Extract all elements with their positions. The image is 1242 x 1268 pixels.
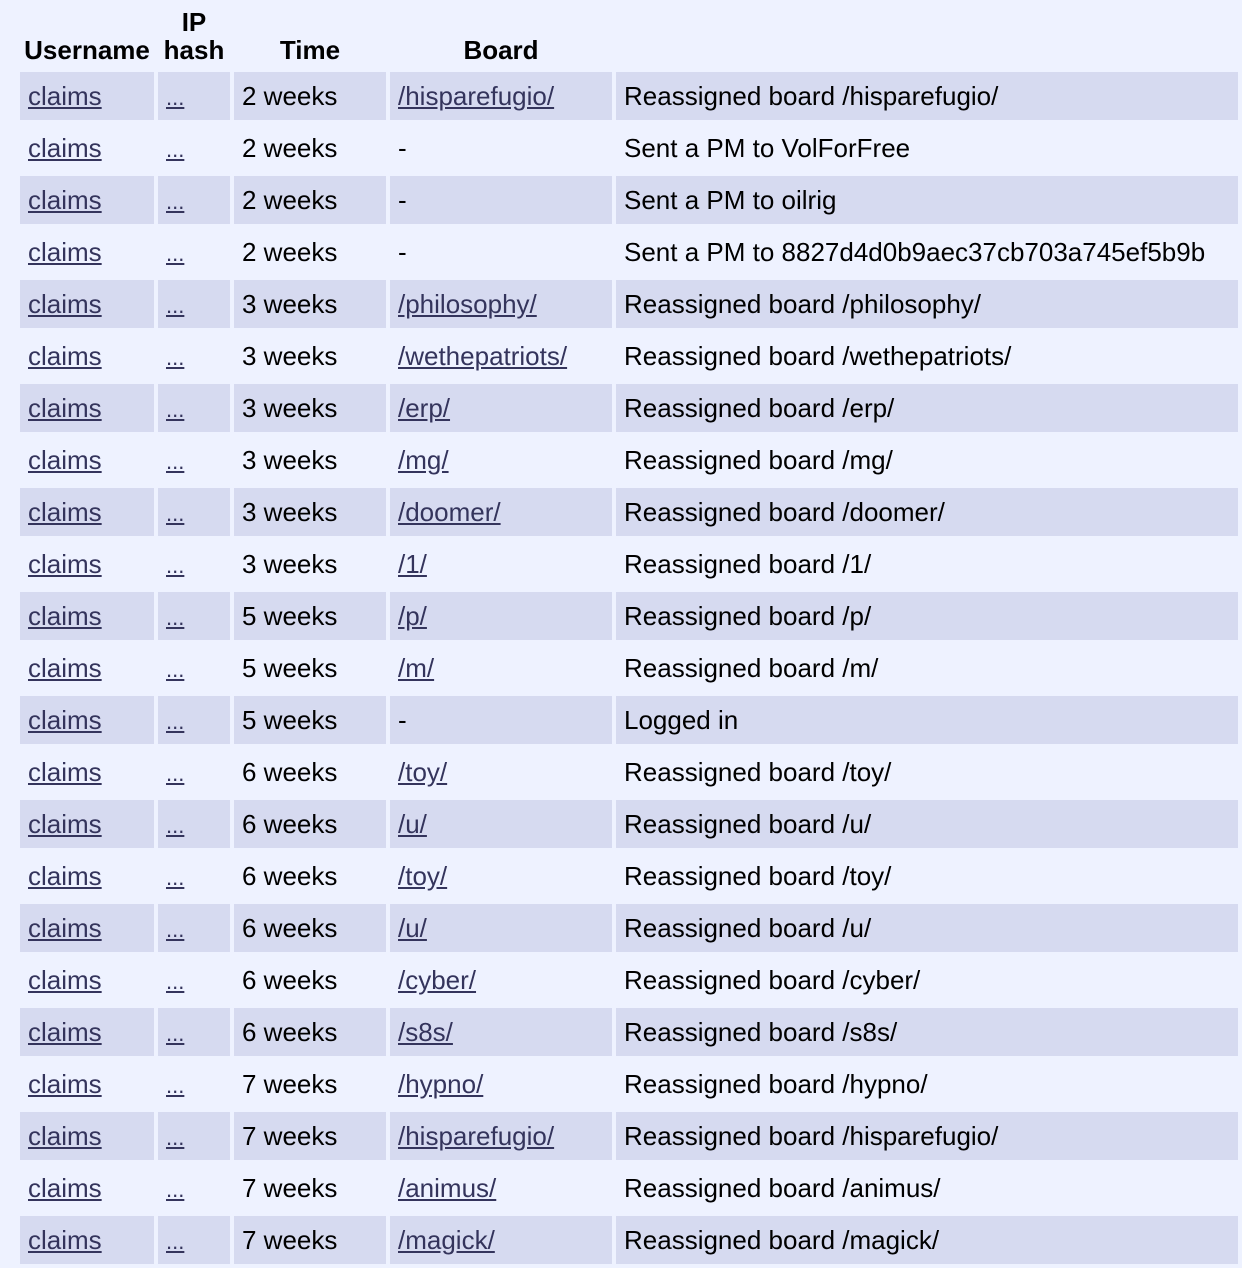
ip-hash-link[interactable]: ...	[166, 760, 185, 786]
board-cell	[390, 1060, 612, 1108]
username-cell	[20, 1060, 154, 1108]
ip-hash-link[interactable]: ...	[166, 84, 185, 110]
username-link[interactable]: claims	[28, 808, 102, 839]
board-link[interactable]: /erp/	[398, 392, 451, 423]
username-cell	[20, 904, 154, 952]
ip-hash-cell	[158, 384, 230, 432]
board-link[interactable]: /wethepatriots/	[398, 340, 568, 371]
username-link[interactable]: claims	[28, 704, 102, 735]
time-cell: 6 weeks	[234, 800, 386, 848]
username-link[interactable]: claims	[28, 340, 102, 371]
ip-hash-link[interactable]: ...	[166, 968, 185, 994]
username-link[interactable]: claims	[28, 184, 102, 215]
board-cell	[390, 280, 612, 328]
header-username: Username	[24, 35, 150, 65]
table-row	[20, 904, 1238, 952]
username-link[interactable]: claims	[28, 444, 102, 475]
ip-hash-cell	[158, 696, 230, 744]
board-none: -	[398, 184, 407, 215]
action-cell: Reassigned board /philosophy/	[616, 280, 1238, 328]
username-link[interactable]: claims	[28, 1224, 102, 1255]
username-cell	[20, 124, 154, 172]
time-cell: 6 weeks	[234, 748, 386, 796]
action-cell: Reassigned board /cyber/	[616, 956, 1238, 1004]
ip-hash-link[interactable]: ...	[166, 1176, 185, 1202]
time-cell: 6 weeks	[234, 1008, 386, 1056]
ip-hash-cell	[158, 1008, 230, 1056]
ip-hash-cell	[158, 644, 230, 692]
username-link[interactable]: claims	[28, 80, 102, 111]
board-link[interactable]: /hypno/	[398, 1068, 484, 1099]
ip-hash-link[interactable]: ...	[166, 708, 185, 734]
time-cell: 3 weeks	[234, 384, 386, 432]
username-cell	[20, 1008, 154, 1056]
header-action	[616, 4, 1238, 68]
table-row	[20, 1164, 1238, 1212]
ip-hash-cell	[158, 1216, 230, 1264]
username-link[interactable]: claims	[28, 652, 102, 683]
ip-hash-link[interactable]: ...	[166, 396, 185, 422]
username-cell	[20, 956, 154, 1004]
board-link[interactable]: /u/	[398, 912, 427, 943]
action-cell: Reassigned board /p/	[616, 592, 1238, 640]
username-cell	[20, 644, 154, 692]
board-cell	[390, 748, 612, 796]
time-cell: 3 weeks	[234, 488, 386, 536]
time-cell: 7 weeks	[234, 1216, 386, 1264]
board-cell	[390, 1216, 612, 1264]
action-cell: Reassigned board /animus/	[616, 1164, 1238, 1212]
ip-hash-cell	[158, 228, 230, 276]
username-cell	[20, 592, 154, 640]
username-link[interactable]: claims	[28, 600, 102, 631]
table-row	[20, 644, 1238, 692]
header-board: Board	[463, 35, 539, 65]
username-cell	[20, 540, 154, 588]
ip-hash-link[interactable]: ...	[166, 552, 185, 578]
username-cell	[20, 1112, 154, 1160]
username-link[interactable]: claims	[28, 288, 102, 319]
ip-hash-link[interactable]: ...	[166, 1072, 185, 1098]
username-link[interactable]: claims	[28, 496, 102, 527]
board-link[interactable]: /animus/	[398, 1172, 497, 1203]
username-link[interactable]: claims	[28, 860, 102, 891]
board-link[interactable]: /hisparefugio/	[398, 80, 555, 111]
board-cell	[390, 384, 612, 432]
time-cell: 2 weeks	[234, 176, 386, 224]
board-link[interactable]: /toy/	[398, 756, 448, 787]
board-cell	[390, 228, 612, 276]
ip-hash-link[interactable]: ...	[166, 916, 185, 942]
username-cell	[20, 280, 154, 328]
username-cell	[20, 1164, 154, 1212]
table-row	[20, 384, 1238, 432]
username-link[interactable]: claims	[28, 392, 102, 423]
board-cell	[390, 1008, 612, 1056]
ip-hash-cell	[158, 956, 230, 1004]
ip-hash-cell	[158, 436, 230, 484]
action-cell: Reassigned board /hisparefugio/	[616, 72, 1238, 120]
table-row	[20, 592, 1238, 640]
username-cell	[20, 696, 154, 744]
board-cell	[390, 904, 612, 952]
time-cell: 6 weeks	[234, 852, 386, 900]
username-link[interactable]: claims	[28, 1120, 102, 1151]
table-row	[20, 696, 1238, 744]
header-time: Time	[279, 35, 341, 65]
board-cell	[390, 124, 612, 172]
table-row	[20, 280, 1238, 328]
username-link[interactable]: claims	[28, 548, 102, 579]
action-cell: Sent a PM to 8827d4d0b9aec37cb703a745ef5b9b	[616, 228, 1238, 276]
board-link[interactable]: /cyber/	[398, 964, 477, 995]
time-cell: 6 weeks	[234, 904, 386, 952]
ip-hash-cell	[158, 852, 230, 900]
action-cell: Reassigned board /magick/	[616, 1216, 1238, 1264]
table-row	[20, 800, 1238, 848]
board-cell	[390, 1112, 612, 1160]
action-cell: Reassigned board /wethepatriots/	[616, 332, 1238, 380]
time-cell: 3 weeks	[234, 332, 386, 380]
table-row	[20, 228, 1238, 276]
board-link[interactable]: /mg/	[398, 444, 449, 475]
username-link[interactable]: claims	[28, 1068, 102, 1099]
table-row	[20, 540, 1238, 588]
time-cell: 3 weeks	[234, 540, 386, 588]
modlog-table	[16, 0, 1242, 1268]
board-link[interactable]: /toy/	[398, 860, 448, 891]
ip-hash-link[interactable]: ...	[166, 448, 185, 474]
board-none: -	[398, 236, 407, 267]
table-row	[20, 956, 1238, 1004]
username-cell	[20, 72, 154, 120]
ip-hash-link[interactable]: ...	[166, 240, 185, 266]
time-cell: 2 weeks	[234, 72, 386, 120]
board-cell	[390, 176, 612, 224]
username-cell	[20, 800, 154, 848]
board-link[interactable]: /hisparefugio/	[398, 1120, 555, 1151]
action-cell: Reassigned board /doomer/	[616, 488, 1238, 536]
table-row	[20, 124, 1238, 172]
ip-hash-link[interactable]: ...	[166, 1020, 185, 1046]
ip-hash-cell	[158, 1060, 230, 1108]
board-cell	[390, 488, 612, 536]
username-link[interactable]: claims	[28, 1016, 102, 1047]
action-cell: Reassigned board /hisparefugio/	[616, 1112, 1238, 1160]
ip-hash-cell	[158, 488, 230, 536]
ip-hash-link[interactable]: ...	[166, 136, 185, 162]
board-link[interactable]: /magick/	[398, 1224, 495, 1255]
table-row	[20, 852, 1238, 900]
username-cell	[20, 384, 154, 432]
board-cell	[390, 956, 612, 1004]
board-cell	[390, 72, 612, 120]
action-cell: Reassigned board /1/	[616, 540, 1238, 588]
ip-hash-cell	[158, 1164, 230, 1212]
action-cell: Reassigned board /mg/	[616, 436, 1238, 484]
time-cell: 2 weeks	[234, 124, 386, 172]
username-link[interactable]: claims	[28, 132, 102, 163]
time-cell: 6 weeks	[234, 956, 386, 1004]
username-cell	[20, 852, 154, 900]
ip-hash-link[interactable]: ...	[166, 604, 185, 630]
board-cell	[390, 696, 612, 744]
time-cell: 7 weeks	[234, 1112, 386, 1160]
board-cell	[390, 540, 612, 588]
username-cell	[20, 488, 154, 536]
action-cell: Reassigned board /toy/	[616, 748, 1238, 796]
action-cell: Reassigned board /s8s/	[616, 1008, 1238, 1056]
ip-hash-cell	[158, 280, 230, 328]
time-cell: 5 weeks	[234, 644, 386, 692]
action-cell: Reassigned board /erp/	[616, 384, 1238, 432]
action-cell: Reassigned board /m/	[616, 644, 1238, 692]
table-row	[20, 332, 1238, 380]
username-link[interactable]: claims	[28, 1172, 102, 1203]
username-cell	[20, 332, 154, 380]
ip-hash-cell	[158, 124, 230, 172]
table-row	[20, 72, 1238, 120]
modlog-header	[20, 4, 1238, 68]
table-row	[20, 748, 1238, 796]
action-cell: Logged in	[616, 696, 1238, 744]
ip-hash-link[interactable]: ...	[166, 292, 185, 318]
ip-hash-cell	[158, 540, 230, 588]
username-cell	[20, 1216, 154, 1264]
table-row	[20, 436, 1238, 484]
modlog-body	[20, 72, 1238, 1264]
board-cell	[390, 1164, 612, 1212]
action-cell: Sent a PM to oilrig	[616, 176, 1238, 224]
time-cell: 3 weeks	[234, 436, 386, 484]
ip-hash-link[interactable]: ...	[166, 1124, 185, 1150]
header-ip-hash	[158, 4, 230, 68]
modlog-container	[16, 0, 1242, 1268]
table-row	[20, 176, 1238, 224]
ip-hash-cell	[158, 800, 230, 848]
time-cell: 5 weeks	[234, 592, 386, 640]
action-cell: Reassigned board /hypno/	[616, 1060, 1238, 1108]
board-cell	[390, 436, 612, 484]
ip-hash-link[interactable]: ...	[166, 188, 185, 214]
board-none: -	[398, 704, 407, 735]
username-cell	[20, 436, 154, 484]
ip-hash-cell	[158, 904, 230, 952]
time-cell: 2 weeks	[234, 228, 386, 276]
time-cell: 5 weeks	[234, 696, 386, 744]
ip-hash-cell	[158, 1112, 230, 1160]
board-link[interactable]: /1/	[398, 548, 427, 579]
header-row	[20, 4, 1238, 68]
board-cell	[390, 332, 612, 380]
board-link[interactable]: /doomer/	[398, 496, 501, 527]
ip-hash-cell	[158, 592, 230, 640]
ip-hash-cell	[158, 332, 230, 380]
username-cell	[20, 228, 154, 276]
ip-hash-cell	[158, 176, 230, 224]
action-cell: Sent a PM to VolForFree	[616, 124, 1238, 172]
table-row	[20, 488, 1238, 536]
board-link[interactable]: /philosophy/	[398, 288, 537, 319]
username-cell	[20, 748, 154, 796]
board-link[interactable]: /s8s/	[398, 1016, 453, 1047]
board-cell	[390, 592, 612, 640]
username-cell	[20, 176, 154, 224]
ip-hash-cell	[158, 748, 230, 796]
board-link[interactable]: /p/	[398, 600, 427, 631]
table-row	[20, 1112, 1238, 1160]
board-cell	[390, 800, 612, 848]
board-link[interactable]: /m/	[398, 652, 435, 683]
time-cell: 3 weeks	[234, 280, 386, 328]
ip-hash-link[interactable]: ...	[166, 1228, 185, 1254]
username-link[interactable]: claims	[28, 236, 102, 267]
table-row	[20, 1060, 1238, 1108]
header-ip-hash-label: IP hash	[163, 7, 225, 65]
time-cell: 7 weeks	[234, 1060, 386, 1108]
board-cell	[390, 644, 612, 692]
username-link[interactable]: claims	[28, 912, 102, 943]
username-link[interactable]: claims	[28, 964, 102, 995]
board-cell	[390, 852, 612, 900]
table-row	[20, 1216, 1238, 1264]
action-cell: Reassigned board /u/	[616, 904, 1238, 952]
ip-hash-link[interactable]: ...	[166, 500, 185, 526]
ip-hash-link[interactable]: ...	[166, 656, 185, 682]
ip-hash-link[interactable]: ...	[166, 344, 185, 370]
ip-hash-link[interactable]: ...	[166, 812, 185, 838]
board-link[interactable]: /u/	[398, 808, 427, 839]
board-none: -	[398, 132, 407, 163]
action-cell: Reassigned board /toy/	[616, 852, 1238, 900]
ip-hash-link[interactable]: ...	[166, 864, 185, 890]
time-cell: 7 weeks	[234, 1164, 386, 1212]
action-cell: Reassigned board /u/	[616, 800, 1238, 848]
username-link[interactable]: claims	[28, 756, 102, 787]
ip-hash-cell	[158, 72, 230, 120]
table-row	[20, 1008, 1238, 1056]
